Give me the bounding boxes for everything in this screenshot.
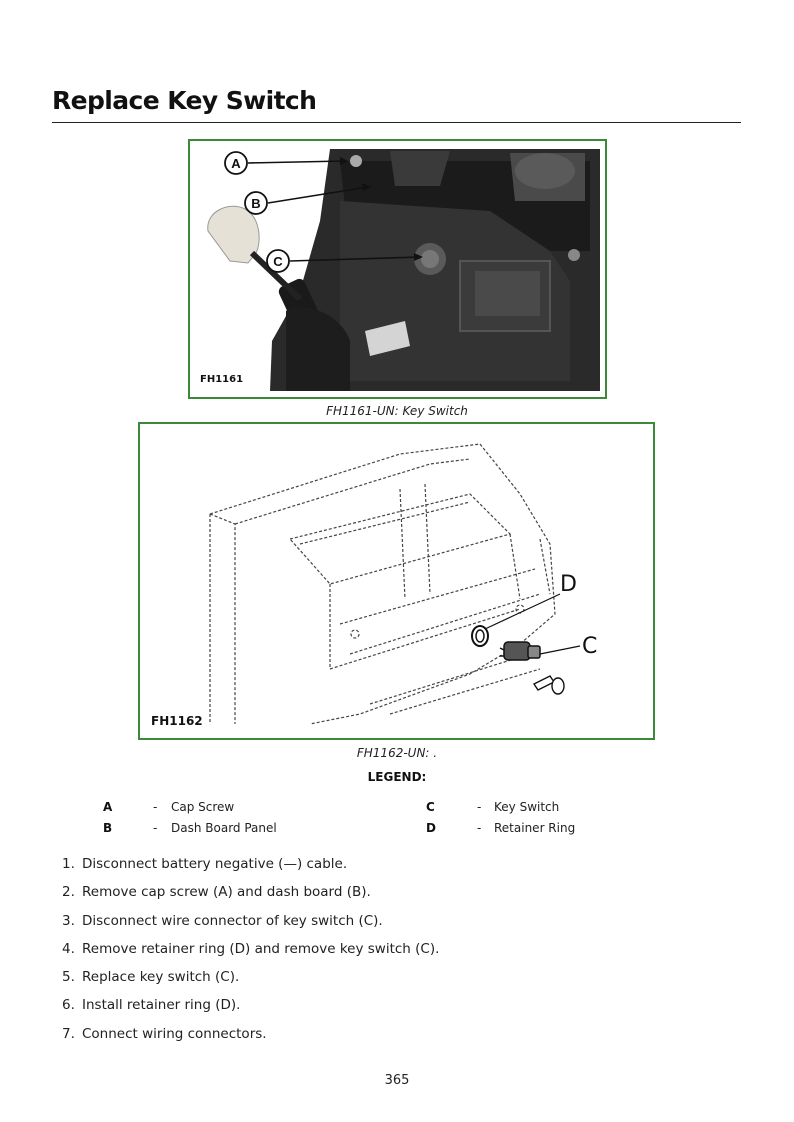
legend-separator: - — [153, 821, 158, 835]
callout-d-label: D — [560, 572, 577, 597]
list-item — [62, 941, 439, 969]
page-title: Replace Key Switch — [52, 86, 317, 115]
step-number: 2. — [62, 884, 75, 901]
figure-code: FH1162 — [151, 714, 203, 728]
step-text: Install retainer ring (D). — [82, 997, 241, 1014]
legend-label: Dash Board Panel — [171, 821, 277, 835]
step-number: 7. — [62, 1025, 75, 1042]
step-number: 6. — [62, 997, 75, 1014]
step-number: 3. — [62, 912, 75, 929]
legend-key: B — [103, 821, 113, 835]
legend-label: Key Switch — [494, 800, 560, 814]
callout-b-label: B — [251, 196, 261, 211]
step-text: Disconnect wire connector of key switch (C). — [82, 912, 383, 929]
key-switch-photo — [188, 139, 607, 399]
procedure-steps — [62, 856, 439, 1054]
list-item — [62, 913, 439, 941]
legend-separator: - — [153, 800, 158, 814]
step-number: 1. — [62, 856, 75, 872]
step-text: Replace key switch (C). — [82, 969, 240, 986]
step-text: Remove retainer ring (D) and remove key switch (C). — [82, 940, 440, 957]
step-text: Connect wiring connectors. — [82, 1025, 267, 1042]
key-switch-photo-illustration — [190, 141, 605, 397]
page-number: 365 — [384, 1073, 410, 1088]
step-text: Disconnect battery negative (—) cable. — [82, 856, 348, 872]
title-divider — [52, 122, 741, 123]
figure-caption: FH1162-UN: . — [356, 746, 438, 760]
legend-label: Cap Screw — [171, 800, 235, 814]
callout-c-label: C — [582, 634, 598, 659]
legend-key: D — [426, 821, 436, 835]
legend-separator: - — [477, 821, 482, 835]
legend-key: A — [103, 800, 113, 814]
legend-label: Retainer Ring — [494, 821, 576, 835]
step-text: Remove cap screw (A) and dash board (B). — [82, 884, 371, 901]
list-item — [62, 884, 439, 912]
dash-panel-diagram — [138, 422, 655, 740]
step-number: 5. — [62, 969, 75, 986]
list-item — [62, 856, 439, 884]
legend-title: LEGEND: — [367, 770, 427, 784]
list-item — [62, 1026, 439, 1054]
callout-a-label: A — [231, 156, 241, 171]
figure-code: FH1161 — [200, 374, 244, 385]
step-number: 4. — [62, 940, 75, 957]
legend-key: C — [426, 800, 435, 814]
list-item — [62, 969, 439, 997]
callout-c-label: C — [273, 254, 283, 269]
figure-caption: FH1161-UN: Key Switch — [326, 404, 468, 418]
legend-separator: - — [477, 800, 482, 814]
list-item — [62, 997, 439, 1025]
